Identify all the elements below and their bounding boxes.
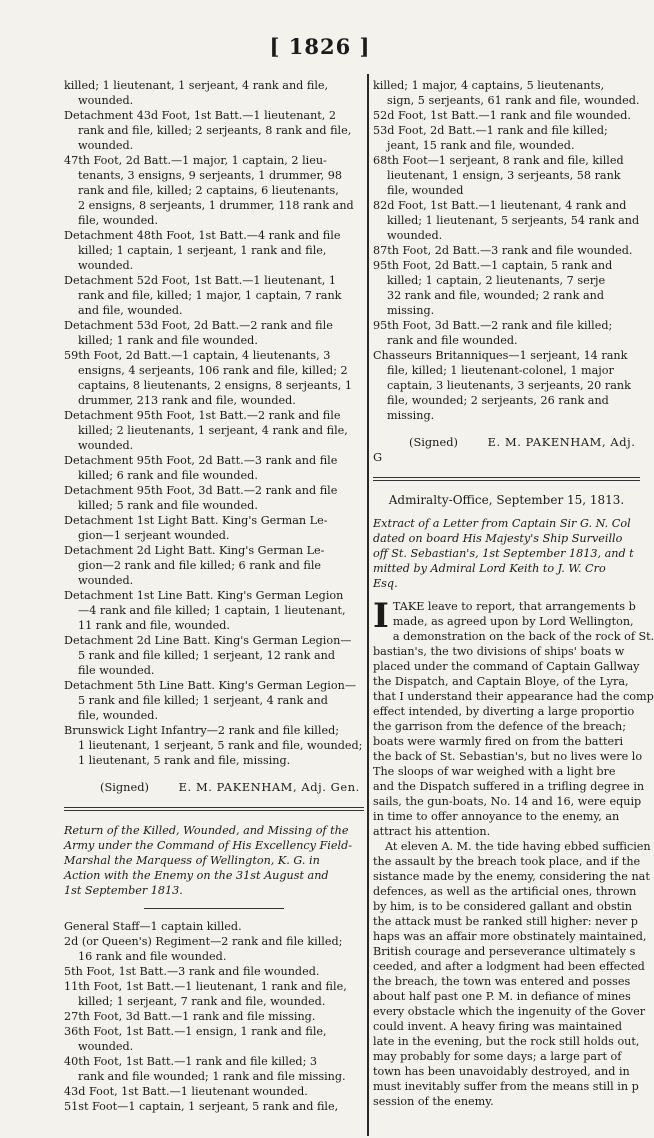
entry-line: Detachment 2d Light Batt. King's German Le- [64, 544, 325, 557]
casualty-entry [373, 258, 640, 318]
text-line: the Dispatch, and Captain Bloye, of the Lyra, [373, 675, 629, 688]
text-line: a demonstration on the back of the rock of St. [392, 630, 654, 643]
casualty-entry [64, 964, 364, 979]
casualty-entry [64, 483, 364, 513]
entry-line: file, wounded. [78, 214, 158, 227]
text-line: attract his attention. [373, 825, 491, 838]
page-number: [ 1826 ] [269, 34, 371, 59]
entry-line: wounded. [78, 259, 134, 272]
entry-line: 2d (or Queen's) Regiment—2 rank and file killed; [64, 935, 343, 948]
text-line: Marshal the Marquess of Wellington, K. G. in [64, 854, 320, 867]
letter-paragraph [373, 839, 651, 1109]
entry-line: killed; 1 rank and file wounded. [78, 334, 258, 347]
casualty-entry [64, 543, 364, 588]
text-line: mitted by Admiral Lord Keith to J. W. Cro [373, 562, 606, 575]
entry-line: Detachment 5th Line Batt. King's German Legion— [64, 679, 357, 692]
casualty-entry [64, 318, 364, 348]
signature-line [64, 780, 364, 795]
entry-line: lieutenant, 1 ensign, 3 serjeants, 58 rank [387, 169, 621, 182]
section-divider [64, 807, 364, 811]
casualty-entry [373, 108, 640, 123]
text-line: the breach, the town was entered and posses [373, 975, 631, 988]
entry-line: captains, 8 lieutenants, 2 ensigns, 8 serjeants, 1 [78, 379, 352, 392]
entry-line: rank and file, killed; 2 serjeants, 8 rank and file, [78, 124, 352, 137]
entry-line: sign, 5 serjeants, 61 rank and file, wounded. [387, 94, 640, 107]
entry-line: Brunswick Light Infantry—2 rank and file killed; [64, 724, 340, 737]
entry-line: Detachment 48th Foot, 1st Batt.—4 rank and file [64, 229, 341, 242]
entry-line: file wounded. [78, 664, 155, 677]
casualty-entry [373, 198, 640, 243]
entry-line: file, wounded. [78, 709, 158, 722]
entry-line: 43d Foot, 1st Batt.—1 lieutenant wounded. [64, 1085, 308, 1098]
entry-line: Detachment 53d Foot, 2d Batt.—2 rank and file [64, 319, 333, 332]
entry-line: 32 rank and file, wounded; 2 rank and [387, 289, 604, 302]
section-divider [373, 477, 640, 481]
entry-line: wounded. [387, 229, 443, 242]
entry-line: killed; 1 captain, 1 serjeant, 1 rank and file, [78, 244, 327, 257]
casualty-entry [64, 228, 364, 273]
entry-line: 11th Foot, 1st Batt.—1 lieutenant, 1 rank and file, [64, 980, 347, 993]
entry-line: Detachment 1st Light Batt. King's German Le- [64, 514, 328, 527]
entry-line: Detachment 1st Line Batt. King's German Legion [64, 589, 344, 602]
casualty-entry [64, 453, 364, 483]
entry-line: file, killed; 1 lieutenant-colonel, 1 major [387, 364, 614, 377]
text-line: bastian's, the two divisions of ships' boats w [373, 645, 625, 658]
text-line: that I understand their appearance had the comp [373, 690, 654, 703]
casualty-entry [373, 243, 640, 258]
text-line: made, as agreed upon by Lord Wellington, [392, 615, 634, 628]
entry-line: and file, wounded. [78, 304, 183, 317]
text-line: Esq. [373, 577, 398, 590]
text-line: At eleven A. M. the tide having ebbed sufficien [385, 840, 651, 853]
entry-line: 11 rank and file, wounded. [78, 619, 230, 632]
casualty-entry [373, 78, 640, 108]
text-line: must inevitably suffer from the means still in p [373, 1080, 639, 1093]
paragraph-lines [373, 839, 651, 1109]
text-line: could invent. A heavy firing was maintained [373, 1020, 623, 1033]
entry-line: captain, 3 lieutenants, 3 serjeants, 20 rank [387, 379, 631, 392]
entry-line: rank and file, killed; 2 captains, 6 lieutenants, [78, 184, 339, 197]
entry-line: Detachment 95th Foot, 1st Batt.—2 rank and file [64, 409, 341, 422]
text-line: 1st September 1813. [64, 884, 183, 897]
entry-line: killed; 2 lieutenants, 1 serjeant, 4 rank and file, [78, 424, 348, 437]
text-line: session of the enemy. [373, 1095, 494, 1108]
casualty-entry [64, 588, 364, 633]
entry-line: wounded. [78, 1040, 134, 1053]
casualty-entry [64, 1099, 364, 1114]
text-line: British courage and perseverance ultimately s [373, 945, 636, 958]
entry-line: killed; 5 rank and file wounded. [78, 499, 258, 512]
casualty-entry [373, 123, 640, 153]
entry-line: file, wounded; 2 serjeants, 26 rank and [387, 394, 609, 407]
entry-line: 27th Foot, 3d Batt.—1 rank and file missing. [64, 1010, 316, 1023]
signed-label: (Signed) [409, 435, 458, 449]
text-line: the back of St. Sebastian's, but no lives were lo [373, 750, 643, 763]
casualty-entry [64, 723, 364, 768]
office-dateline: Admiralty-Office, September 15, 1813. [388, 493, 625, 507]
entry-line: killed; 6 rank and file wounded. [78, 469, 258, 482]
letter-extract-heading [373, 516, 640, 591]
text-line: off St. Sebastian's, 1st September 1813, and t [373, 547, 634, 560]
casualty-entry [64, 919, 364, 934]
text-line: sistance made by the enemy, considering the nat [373, 870, 650, 883]
text-line: the garrison from the defence of the breach; [373, 720, 627, 733]
text-line: about half past one P. M. in defiance of mines [373, 990, 631, 1003]
signatory-name: E. M. PAKENHAM, Adj. G [373, 435, 636, 464]
entry-line: 36th Foot, 1st Batt.—1 ensign, 1 rank and file, [64, 1025, 327, 1038]
entry-line: 53d Foot, 2d Batt.—1 rank and file killed; [373, 124, 608, 137]
entry-line: 5th Foot, 1st Batt.—3 rank and file wounded. [64, 965, 320, 978]
entry-line: rank and file wounded. [387, 334, 518, 347]
text-line: Return of the Killed, Wounded, and Missing of the [64, 824, 349, 837]
text-line: ceeded, and after a lodgment had been effected [373, 960, 645, 973]
casualty-entry [64, 348, 364, 408]
entry-line: Detachment 2d Line Batt. King's German Legion— [64, 634, 352, 647]
casualty-entry [64, 1024, 364, 1054]
entry-line: tenants, 3 ensigns, 9 serjeants, 1 drummer, 98 [78, 169, 342, 182]
entry-line: General Staff—1 captain killed. [64, 920, 242, 933]
text-line: haps was an affair more obstinately maintained, [373, 930, 647, 943]
text-line: TAKE leave to report, that arrangements b [392, 600, 636, 613]
entry-line: rank and file wounded; 1 rank and file missing. [78, 1070, 346, 1083]
entry-line: 40th Foot, 1st Batt.—1 rank and file killed; 3 [64, 1055, 318, 1068]
text-line: every obstacle which the ingenuity of the Gover [373, 1005, 646, 1018]
entry-line: killed; 1 lieutenant, 1 serjeant, 4 rank and file, [64, 79, 329, 92]
text-line: Extract of a Letter from Captain Sir G. N. Col [373, 517, 631, 530]
entry-line: gion—1 serjeant wounded. [78, 529, 230, 542]
entry-line: 82d Foot, 1st Batt.—1 lieutenant, 4 rank and [373, 199, 627, 212]
casualty-entry [64, 633, 364, 678]
text-line: placed under the command of Captain Gallway [373, 660, 640, 673]
text-line: may probably for some days; a large part of [373, 1050, 622, 1063]
letter-paragraph [373, 596, 654, 839]
return-heading [64, 823, 364, 898]
entry-line: —4 rank and file killed; 1 captain, 1 lieutenant, [78, 604, 346, 617]
entry-line: killed; 1 major, 4 captains, 5 lieutenants, [373, 79, 605, 92]
text-line: sails, the gun-boats, No. 14 and 16, were equip [373, 795, 642, 808]
entry-line: killed; 1 serjeant, 7 rank and file, wounded. [78, 995, 326, 1008]
entry-line: 87th Foot, 2d Batt.—3 rank and file wounded. [373, 244, 633, 257]
casualty-entry [64, 934, 364, 964]
signed-label: (Signed) [100, 780, 149, 794]
casualty-entry [64, 678, 364, 723]
entry-line: rank and file, killed; 1 major, 1 captain, 7 rank [78, 289, 342, 302]
text-line: Army under the Command of His Excellency Field- [64, 839, 353, 852]
entry-line: jeant, 15 rank and file, wounded. [387, 139, 575, 152]
entry-line: missing. [387, 304, 435, 317]
entry-line: wounded. [78, 139, 134, 152]
casualty-entry [64, 408, 364, 453]
entry-line: 59th Foot, 2d Batt.—1 captain, 4 lieutenants, 3 [64, 349, 331, 362]
entry-line: wounded. [78, 94, 134, 107]
entry-line: killed; 1 lieutenant, 5 serjeants, 54 rank and [387, 214, 640, 227]
entry-line: 95th Foot, 2d Batt.—1 captain, 5 rank and [373, 259, 613, 272]
text-line: dated on board His Majesty's Ship Surveillo [373, 532, 623, 545]
text-line: the assault by the breach took place, and if the [373, 855, 641, 868]
casualty-entry [64, 1009, 364, 1024]
entry-line: 47th Foot, 2d Batt.—1 major, 1 captain, 2 lieu- [64, 154, 327, 167]
text-line: in time to offer annoyance to the enemy, an [373, 810, 620, 823]
casualty-entry [64, 153, 364, 228]
casualty-list-continued [373, 78, 640, 423]
casualty-entry [64, 78, 364, 108]
entry-line: wounded. [78, 574, 134, 587]
entry-line: ensigns, 4 serjeants, 106 rank and file, killed; 2 [78, 364, 348, 377]
text-line: by him, is to be considered gallant and obstin [373, 900, 632, 913]
casualty-list [64, 78, 364, 768]
entry-line: Detachment 43d Foot, 1st Batt.—1 lieutenant, 2 [64, 109, 337, 122]
casualty-entry [64, 108, 364, 153]
text-line: effect intended, by diverting a large proportio [373, 705, 635, 718]
column-divider [367, 74, 369, 1136]
entry-line: 68th Foot—1 serjeant, 8 rank and file, killed [373, 154, 624, 167]
text-line: Action with the Enemy on the 31st August and [64, 869, 329, 882]
entry-line: Detachment 95th Foot, 2d Batt.—3 rank and file [64, 454, 338, 467]
entry-line: wounded. [78, 439, 134, 452]
entry-line: Chasseurs Britanniques—1 serjeant, 14 rank [373, 349, 628, 362]
entry-line: 2 ensigns, 8 serjeants, 1 drummer, 118 rank and [78, 199, 354, 212]
entry-line: 52d Foot, 1st Batt.—1 rank and file wounded. [373, 109, 631, 122]
entry-line: 5 rank and file killed; 1 serjeant, 12 rank and [78, 649, 336, 662]
text-line: and the Dispatch suffered in a trifling degree in [373, 780, 645, 793]
entry-line: Detachment 95th Foot, 3d Batt.—2 rank and file [64, 484, 338, 497]
text-line: defences, as well as the artificial ones, thrown [373, 885, 637, 898]
text-line: boats were warmly fired on from the batteri [373, 735, 624, 748]
entry-line: 1 lieutenant, 1 serjeant, 5 rank and file, wounded; [78, 739, 363, 752]
casualty-entry [64, 979, 364, 1009]
entry-line: 5 rank and file killed; 1 serjeant, 4 rank and [78, 694, 328, 707]
casualty-entry [64, 513, 364, 543]
casualty-entry [373, 348, 640, 423]
entry-line: 95th Foot, 3d Batt.—2 rank and file killed; [373, 319, 613, 332]
casualty-entry [64, 273, 364, 318]
entry-line: Detachment 52d Foot, 1st Batt.—1 lieutenant, 1 [64, 274, 337, 287]
casualty-entry [373, 153, 640, 198]
right-column [373, 78, 654, 1138]
entry-line: gion—2 rank and file killed; 6 rank and file [78, 559, 322, 572]
entry-line: 1 lieutenant, 5 rank and file, missing. [78, 754, 291, 767]
casualty-entry [64, 1084, 364, 1099]
entry-line: drummer, 213 rank and file, wounded. [78, 394, 296, 407]
text-line: the attack must be ranked still higher: never p [373, 915, 638, 928]
paragraph-lines [373, 596, 654, 839]
return-list [64, 919, 364, 1114]
heading-rule [144, 908, 284, 909]
casualty-entry [373, 318, 640, 348]
entry-line: killed; 1 captain, 2 lieutenants, 7 serje [387, 274, 606, 287]
casualty-entry [64, 1054, 364, 1084]
entry-line: missing. [387, 409, 435, 422]
text-line: late in the evening, but the rock still holds out, [373, 1035, 640, 1048]
entry-line: file, wounded [387, 184, 464, 197]
signature-line [373, 435, 640, 465]
drop-cap: I [373, 596, 389, 636]
text-line: The sloops of war weighed with a light bre [373, 765, 616, 778]
text-line: town has been unavoidably destroyed, and in [373, 1065, 630, 1078]
signatory-name: E. M. PAKENHAM, Adj. Gen. [178, 780, 360, 794]
entry-line: 16 rank and file wounded. [78, 950, 227, 963]
entry-line: 51st Foot—1 captain, 1 serjeant, 5 rank and file, [64, 1100, 339, 1113]
left-column [64, 78, 364, 1114]
